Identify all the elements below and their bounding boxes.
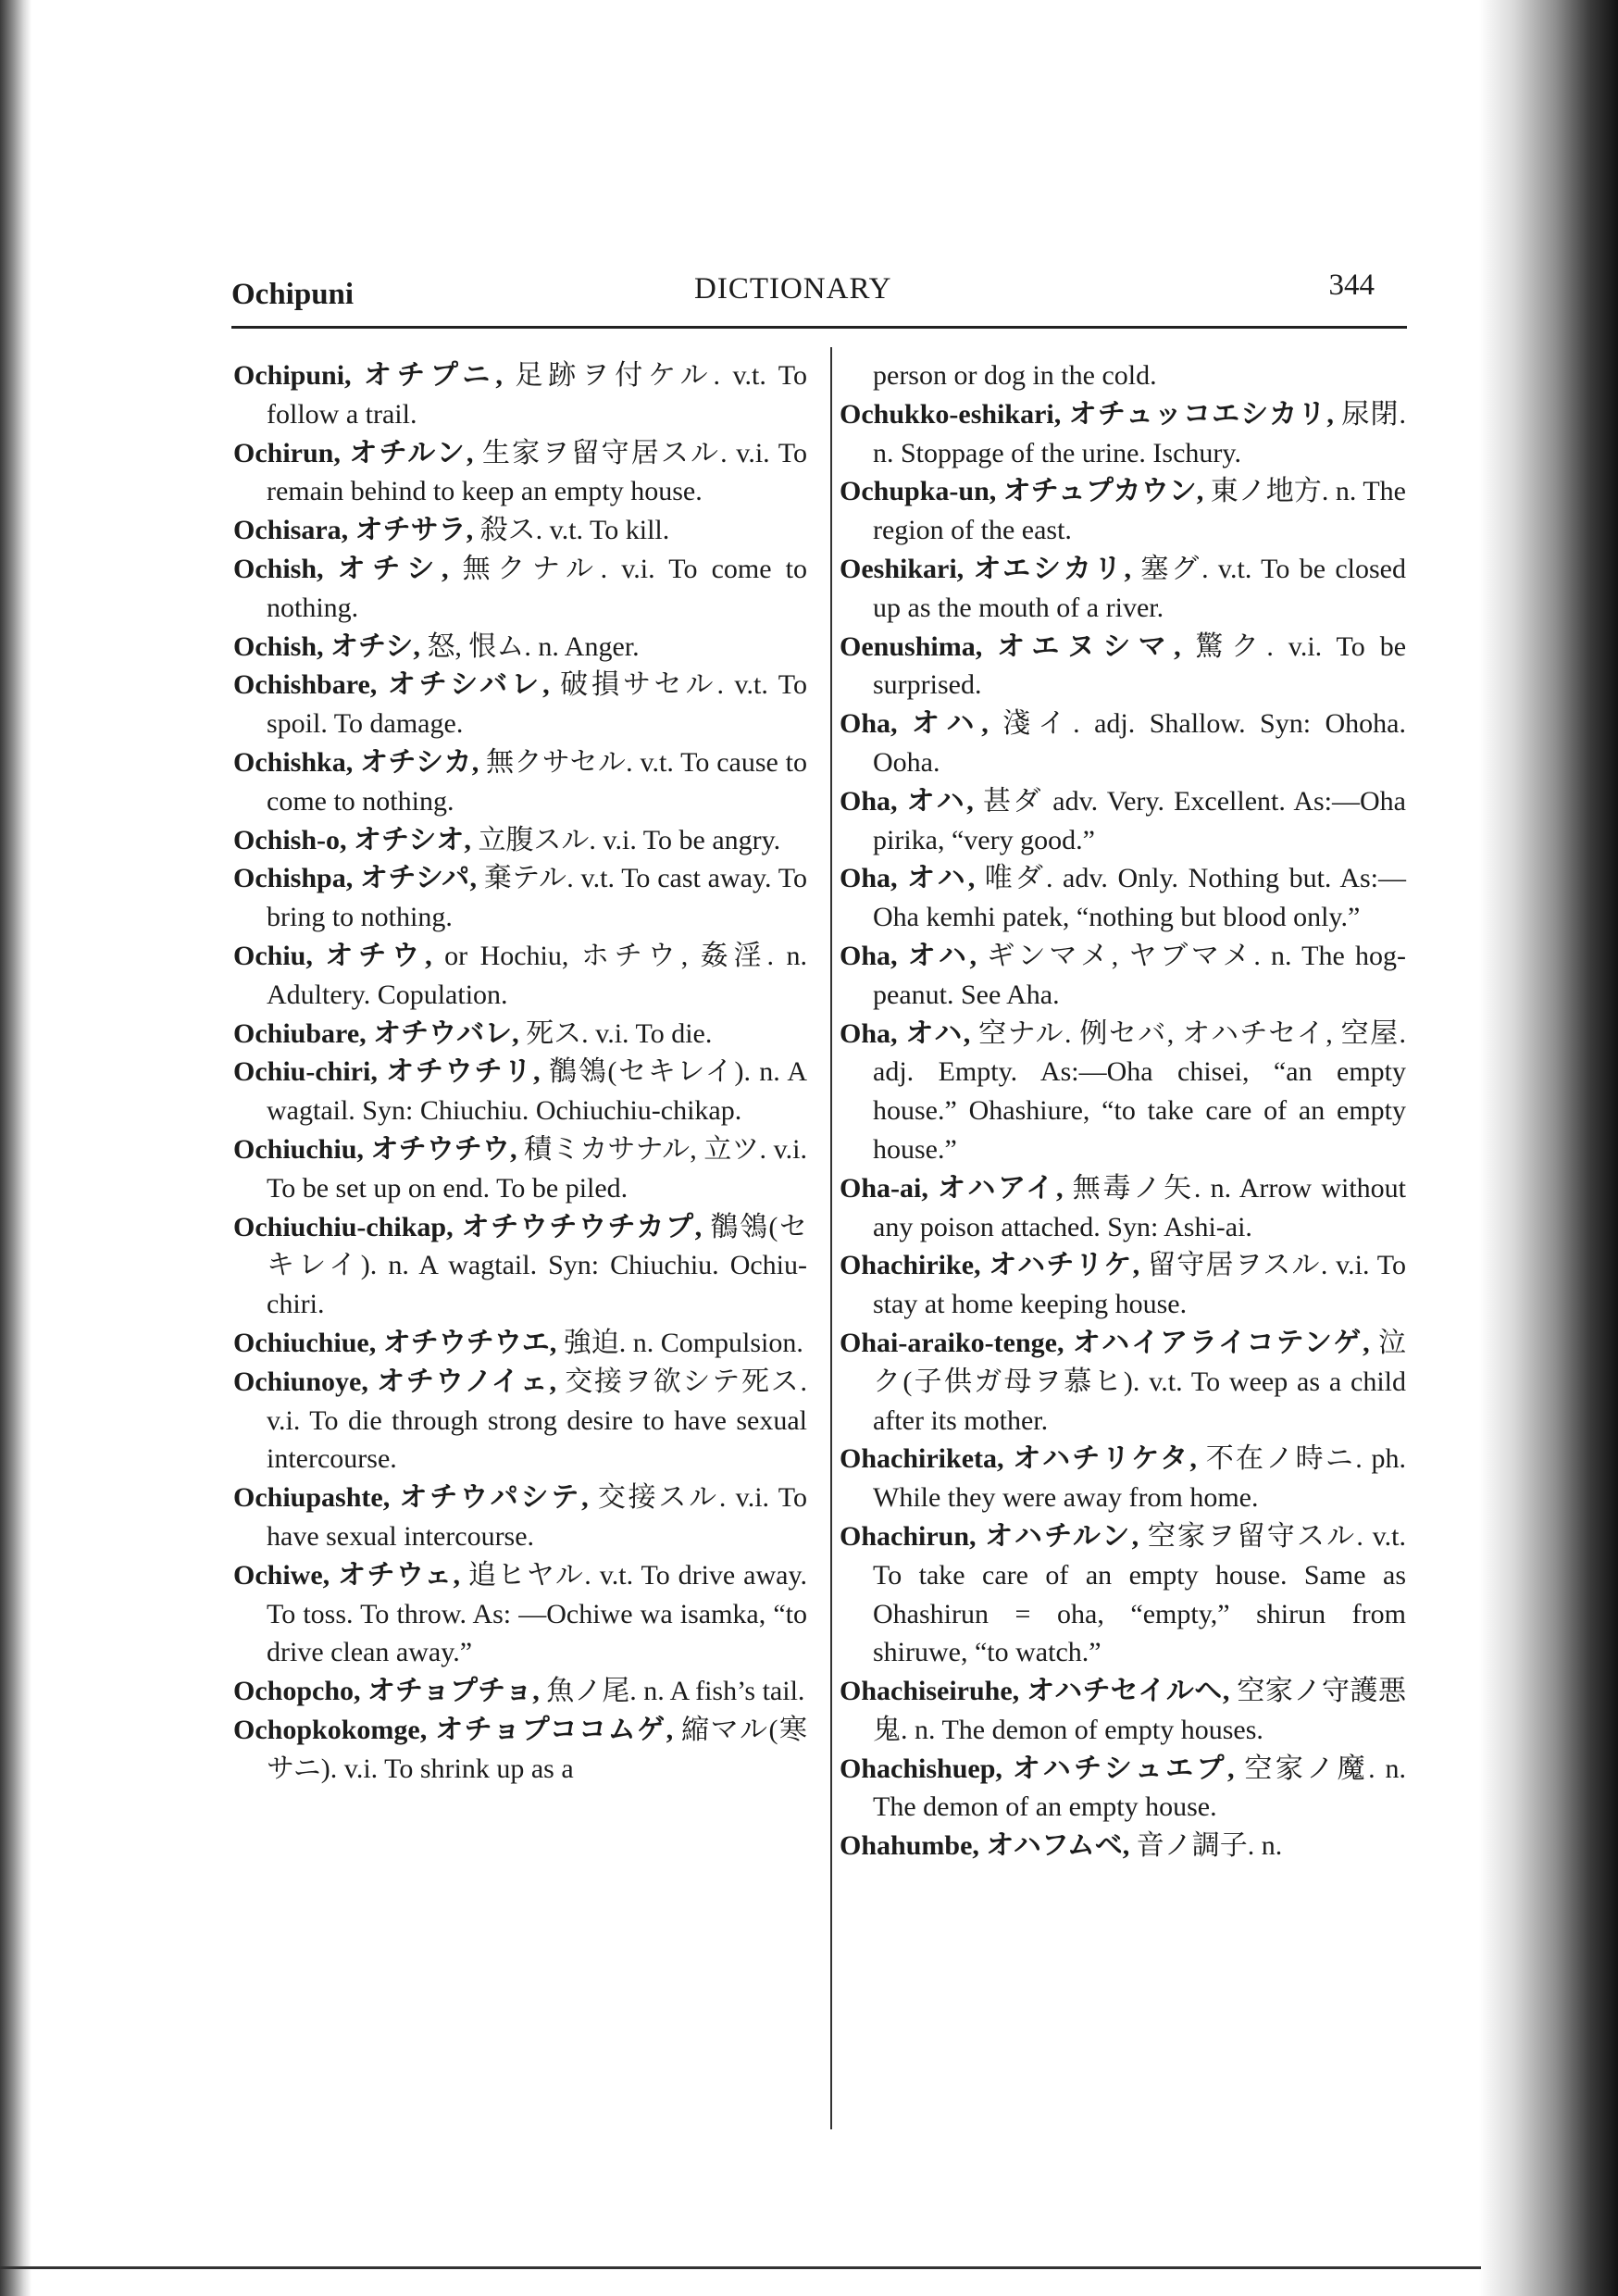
dictionary-entry: [233, 859, 807, 937]
bottom-edge-rule: [0, 2266, 1481, 2269]
dictionary-entry: [233, 937, 807, 1015]
page-number: 344: [1328, 268, 1375, 302]
dictionary-entry: [233, 1324, 807, 1363]
guide-word: Ochipuni: [231, 278, 355, 311]
entry-headword: Ochishpa,: [233, 863, 354, 894]
entry-definition: 交接ヲ欲シテ死ス. v.i. To die through strong desire to have sexual intercourse.: [267, 1366, 808, 1475]
dictionary-entry: [840, 550, 1406, 628]
entry-definition: 空ナル. 例セバ, オハチセイ, 空屋. adj. Empty. As:—Oha chisei, “an empty house.” Ohashiure, “to take care of an empty house.”: [873, 1017, 1406, 1165]
entry-headword: Ohachiseiruhe,: [840, 1676, 1020, 1707]
entry-kana: オエシカリ,: [973, 553, 1132, 584]
entry-kana: オチウェ,: [338, 1559, 461, 1591]
entry-kana: オチウ,: [325, 940, 432, 971]
entry-kana: オチウチウ,: [370, 1133, 517, 1165]
entry-headword: Ochiupashte,: [233, 1482, 391, 1514]
entry-headword: Ohai-araiko-tenge,: [840, 1327, 1064, 1358]
entry-headword: Oha,: [840, 863, 898, 894]
entry-definition: 追ヒヤル. v.t. To drive away. To toss. To throw. As: —Ochiwe wa isamka, “to drive clean away.”: [267, 1559, 808, 1668]
entry-definition: 尿閉. n. Stoppage of the urine. Ischury.: [873, 398, 1407, 468]
dictionary-entry: [840, 937, 1406, 1015]
entry-headword: Oha,: [840, 1017, 898, 1049]
entry-kana: オハ,: [911, 708, 989, 740]
entry-definition: 甚ダ adv. Very. Excellent. As:—Oha pirika, “very good.”: [873, 785, 1406, 855]
entry-definition: 足跡ヲ付ケル. v.t. To follow a trail.: [267, 360, 808, 430]
entry-definition: 殺ス. v.t. To kill.: [479, 515, 670, 546]
entry-headword: Ohachiriketa,: [840, 1443, 1004, 1475]
entry-kana: オハチシュエプ,: [1012, 1753, 1235, 1784]
entry-kana: オハ,: [905, 1017, 971, 1049]
dictionary-entry: [840, 782, 1406, 860]
dictionary-entry: [233, 550, 807, 628]
entry-headword: Ochisara,: [233, 515, 349, 546]
entry-headword: Ochiuchiue,: [233, 1327, 377, 1358]
entry-definition: 死ス. v.i. To die.: [526, 1017, 713, 1049]
entry-headword: Ochukko-eshikari,: [840, 398, 1062, 430]
dictionary-entry: [233, 1479, 807, 1556]
entry-headword: Ochipuni,: [233, 360, 352, 391]
entry-definition: 強迫. n. Compulsion.: [563, 1327, 803, 1358]
entry-headword: Oha,: [840, 940, 898, 971]
dictionary-entry: [840, 1827, 1406, 1866]
entry-definition: 塞グ. v.t. To be closed up as the mouth of a river.: [873, 553, 1406, 623]
entry-definition: 棄テル. v.t. To cast away. To bring to nothing.: [267, 863, 808, 933]
dictionary-entry: [840, 1246, 1406, 1324]
dictionary-entry: [840, 1169, 1406, 1247]
entry-kana: オハ,: [907, 940, 977, 971]
dictionary-entry: [233, 1208, 807, 1324]
page-shadow-right: [1479, 0, 1618, 2296]
dictionary-entry: [233, 1711, 807, 1789]
entry-headword: Ochiu,: [233, 940, 313, 971]
entry-kana: オチシ,: [330, 630, 420, 662]
dictionary-entry: [233, 628, 807, 667]
dictionary-entry: [840, 705, 1406, 782]
entry-definition: 驚ク. v.i. To be surprised.: [873, 630, 1407, 701]
entry-definition: 破損サセル. v.t. To spoil. To damage.: [267, 669, 807, 740]
entry-definition: 立腹スル. v.i. To be angry.: [478, 824, 781, 855]
left-column: [233, 356, 807, 1788]
dictionary-entry: [233, 1556, 807, 1672]
dictionary-entry: [840, 859, 1406, 937]
entry-kana: オハチセイルヘ,: [1027, 1676, 1230, 1707]
entry-headword: Ochopcho,: [233, 1676, 361, 1707]
entry-kana: オチョプチョ,: [367, 1676, 540, 1707]
entry-headword: Ohachirike,: [840, 1250, 981, 1281]
entry-definition: 空家ヲ留守スル. v.t. To take care of an empty house. Same as Ohashirun = oha, “empty,” shirun from shiruwe, “to watch.”: [873, 1520, 1407, 1668]
entry-headword: Ochish,: [233, 630, 324, 662]
entry-headword: Oha,: [840, 785, 898, 817]
entry-kana: オハチリケ,: [989, 1250, 1140, 1281]
dictionary-entry: [233, 1015, 807, 1054]
dictionary-entry: [233, 1053, 807, 1130]
entry-headword: Ochopkokomge,: [233, 1714, 428, 1745]
entry-definition: 鶺鴒(セキレイ). n. A wagtail. Syn: Chiuchiu. Ochiu-chiri.: [267, 1211, 807, 1320]
entry-kana: オエヌシマ,: [997, 630, 1181, 662]
entry-headword: Ochirun,: [233, 437, 341, 468]
entry-kana: オチプニ,: [364, 360, 503, 391]
dictionary-entry: [233, 1363, 807, 1479]
entry-definition: 無毒ノ矢. n. Arrow without any poison attached. Syn: Ashi-ai.: [873, 1172, 1407, 1242]
page-shadow-left: [0, 0, 31, 2296]
page-title: DICTIONARY: [694, 272, 892, 306]
entry-definition: 音ノ調子. n.: [1136, 1830, 1283, 1862]
entry-definition: 生家ヲ留守居スル. v.i. To remain behind to keep an empty house.: [267, 437, 808, 507]
entry-definition: person or dog in the cold.: [873, 360, 1157, 391]
dictionary-entry: [840, 1750, 1406, 1828]
entry-headword: Ochiubare,: [233, 1017, 367, 1049]
entry-headword: Ochupka-un,: [840, 476, 997, 507]
dictionary-entry: [840, 1324, 1406, 1440]
dictionary-entry: [840, 395, 1406, 473]
entry-headword: Ochiuchiu,: [233, 1133, 364, 1165]
entry-definition: 淺イ. adj. Shallow. Syn: Ohoha. Ooha.: [873, 708, 1406, 778]
entry-kana: オチサラ,: [355, 515, 474, 546]
entry-kana: オチルン,: [349, 437, 474, 468]
entry-headword: Ochiu-chiri,: [233, 1056, 378, 1088]
dictionary-entry: [840, 1015, 1406, 1169]
entry-headword: Oha-ai,: [840, 1172, 928, 1204]
entry-kana: オチウバレ,: [373, 1017, 519, 1049]
right-column: [840, 356, 1406, 1866]
entry-definition: 空家ノ魔. n. The demon of an empty house.: [873, 1753, 1407, 1823]
entry-kana: オハチルン,: [985, 1520, 1139, 1552]
entry-headword: Ochish,: [233, 553, 324, 584]
dictionary-entry: [840, 1440, 1406, 1517]
entry-definition: 不在ノ時ニ. ph. While they were away from home.: [873, 1443, 1407, 1514]
entry-kana: オハフムベ,: [986, 1830, 1130, 1862]
entry-definition: 泣ク(子供ガ母ヲ慕ヒ). v.t. To weep as a child after its mother.: [873, 1327, 1407, 1436]
entry-definition: 留守居ヲスル. v.i. To stay at home keeping house.: [873, 1250, 1407, 1320]
entry-definition: 積ミカサナル, 立ツ. v.i. To be set up on end. To be piled.: [267, 1133, 808, 1204]
entry-headword: Ohachishuep,: [840, 1753, 1002, 1784]
entry-headword: Ochiunoye,: [233, 1366, 368, 1397]
entry-kana: オチウノイェ,: [377, 1366, 556, 1397]
entry-headword: Oha,: [840, 708, 898, 740]
entry-definition: ギンマメ, ヤブマメ. n. The hog-peanut. See Aha.: [873, 940, 1407, 1010]
entry-headword: Ohahumbe,: [840, 1830, 979, 1862]
running-header: [231, 268, 1407, 324]
entry-kana: オチシパ,: [360, 863, 478, 894]
dictionary-entry: [840, 628, 1406, 705]
entry-headword: Ochishbare,: [233, 669, 378, 701]
dictionary-entry: [233, 511, 807, 550]
entry-kana: オチウチウエ,: [382, 1327, 557, 1358]
entry-kana: オハアイ,: [938, 1172, 1064, 1204]
header-rule: [231, 326, 1407, 329]
entry-kana: オチシカ,: [360, 746, 479, 778]
entry-kana: オハチリケタ,: [1013, 1443, 1197, 1475]
entry-definition: 無クサセル. v.t. To cause to come to nothing.: [267, 746, 808, 817]
entry-kana: オハイアライコテンゲ,: [1072, 1327, 1370, 1358]
dictionary-entry: [233, 356, 807, 434]
entry-definition: 怒, 恨ム. n. Anger.: [427, 630, 640, 662]
entry-definition: 東ノ地方. n. The region of the east.: [873, 476, 1406, 546]
dictionary-entry: [233, 1672, 807, 1711]
dictionary-entry: [233, 1130, 807, 1208]
entry-definition: 無クナル. v.i. To come to nothing.: [267, 553, 808, 623]
entry-kana: オチョプココムゲ,: [435, 1714, 674, 1745]
entry-kana: オハ,: [907, 863, 976, 894]
entry-kana: オチウチウチカプ,: [461, 1211, 703, 1242]
entry-kana: オチシバレ,: [387, 669, 550, 701]
entry-kana: オチシオ,: [354, 824, 471, 855]
dictionary-entry: [233, 821, 807, 860]
dictionary-entry: [233, 434, 807, 512]
entry-kana: オチウチリ,: [386, 1056, 541, 1088]
entry-headword: Ohachirun,: [840, 1520, 977, 1552]
entry-definition: or Hochiu, ホチウ, 姦淫. n. Adultery. Copulation.: [267, 940, 807, 1010]
entry-headword: Oenushima,: [840, 630, 983, 662]
dictionary-entry: [840, 356, 1406, 395]
entry-headword: Ochiwe,: [233, 1559, 330, 1591]
entry-headword: Oeshikari,: [840, 553, 965, 584]
dictionary-entry: [233, 743, 807, 821]
entry-definition: 鶺鴒(セキレイ). n. A wagtail. Syn: Chiuchiu. Ochiuchiu-chikap.: [267, 1056, 808, 1127]
dictionary-entry: [840, 1517, 1406, 1672]
entry-kana: オチウパシテ,: [399, 1482, 589, 1514]
column-divider: [830, 347, 832, 2129]
entry-headword: Ochish-o,: [233, 824, 347, 855]
entry-kana: オハ,: [906, 785, 974, 817]
entry-definition: 縮マル(寒サニ). v.i. To shrink up as a: [267, 1714, 807, 1784]
entry-kana: オチュプカウン,: [1002, 476, 1204, 507]
entry-headword: Ochishka,: [233, 746, 354, 778]
dictionary-entry: [233, 666, 807, 743]
entry-definition: 唯ダ. adv. Only. Nothing but. As:—Oha kemhi patek, “nothing but blood only.”: [873, 863, 1407, 933]
entry-definition: 交接スル. v.i. To have sexual intercourse.: [267, 1482, 808, 1552]
entry-kana: オチュッコエシカリ,: [1068, 398, 1334, 430]
entry-definition: 魚ノ尾. n. A fish’s tail.: [546, 1676, 805, 1707]
entry-definition: 空家ノ守護悪鬼. n. The demon of empty houses.: [873, 1676, 1407, 1745]
dictionary-entry: [840, 472, 1406, 550]
entry-kana: オチシ,: [337, 553, 449, 584]
entry-headword: Ochiuchiu-chikap,: [233, 1211, 454, 1242]
dictionary-entry: [840, 1672, 1406, 1750]
